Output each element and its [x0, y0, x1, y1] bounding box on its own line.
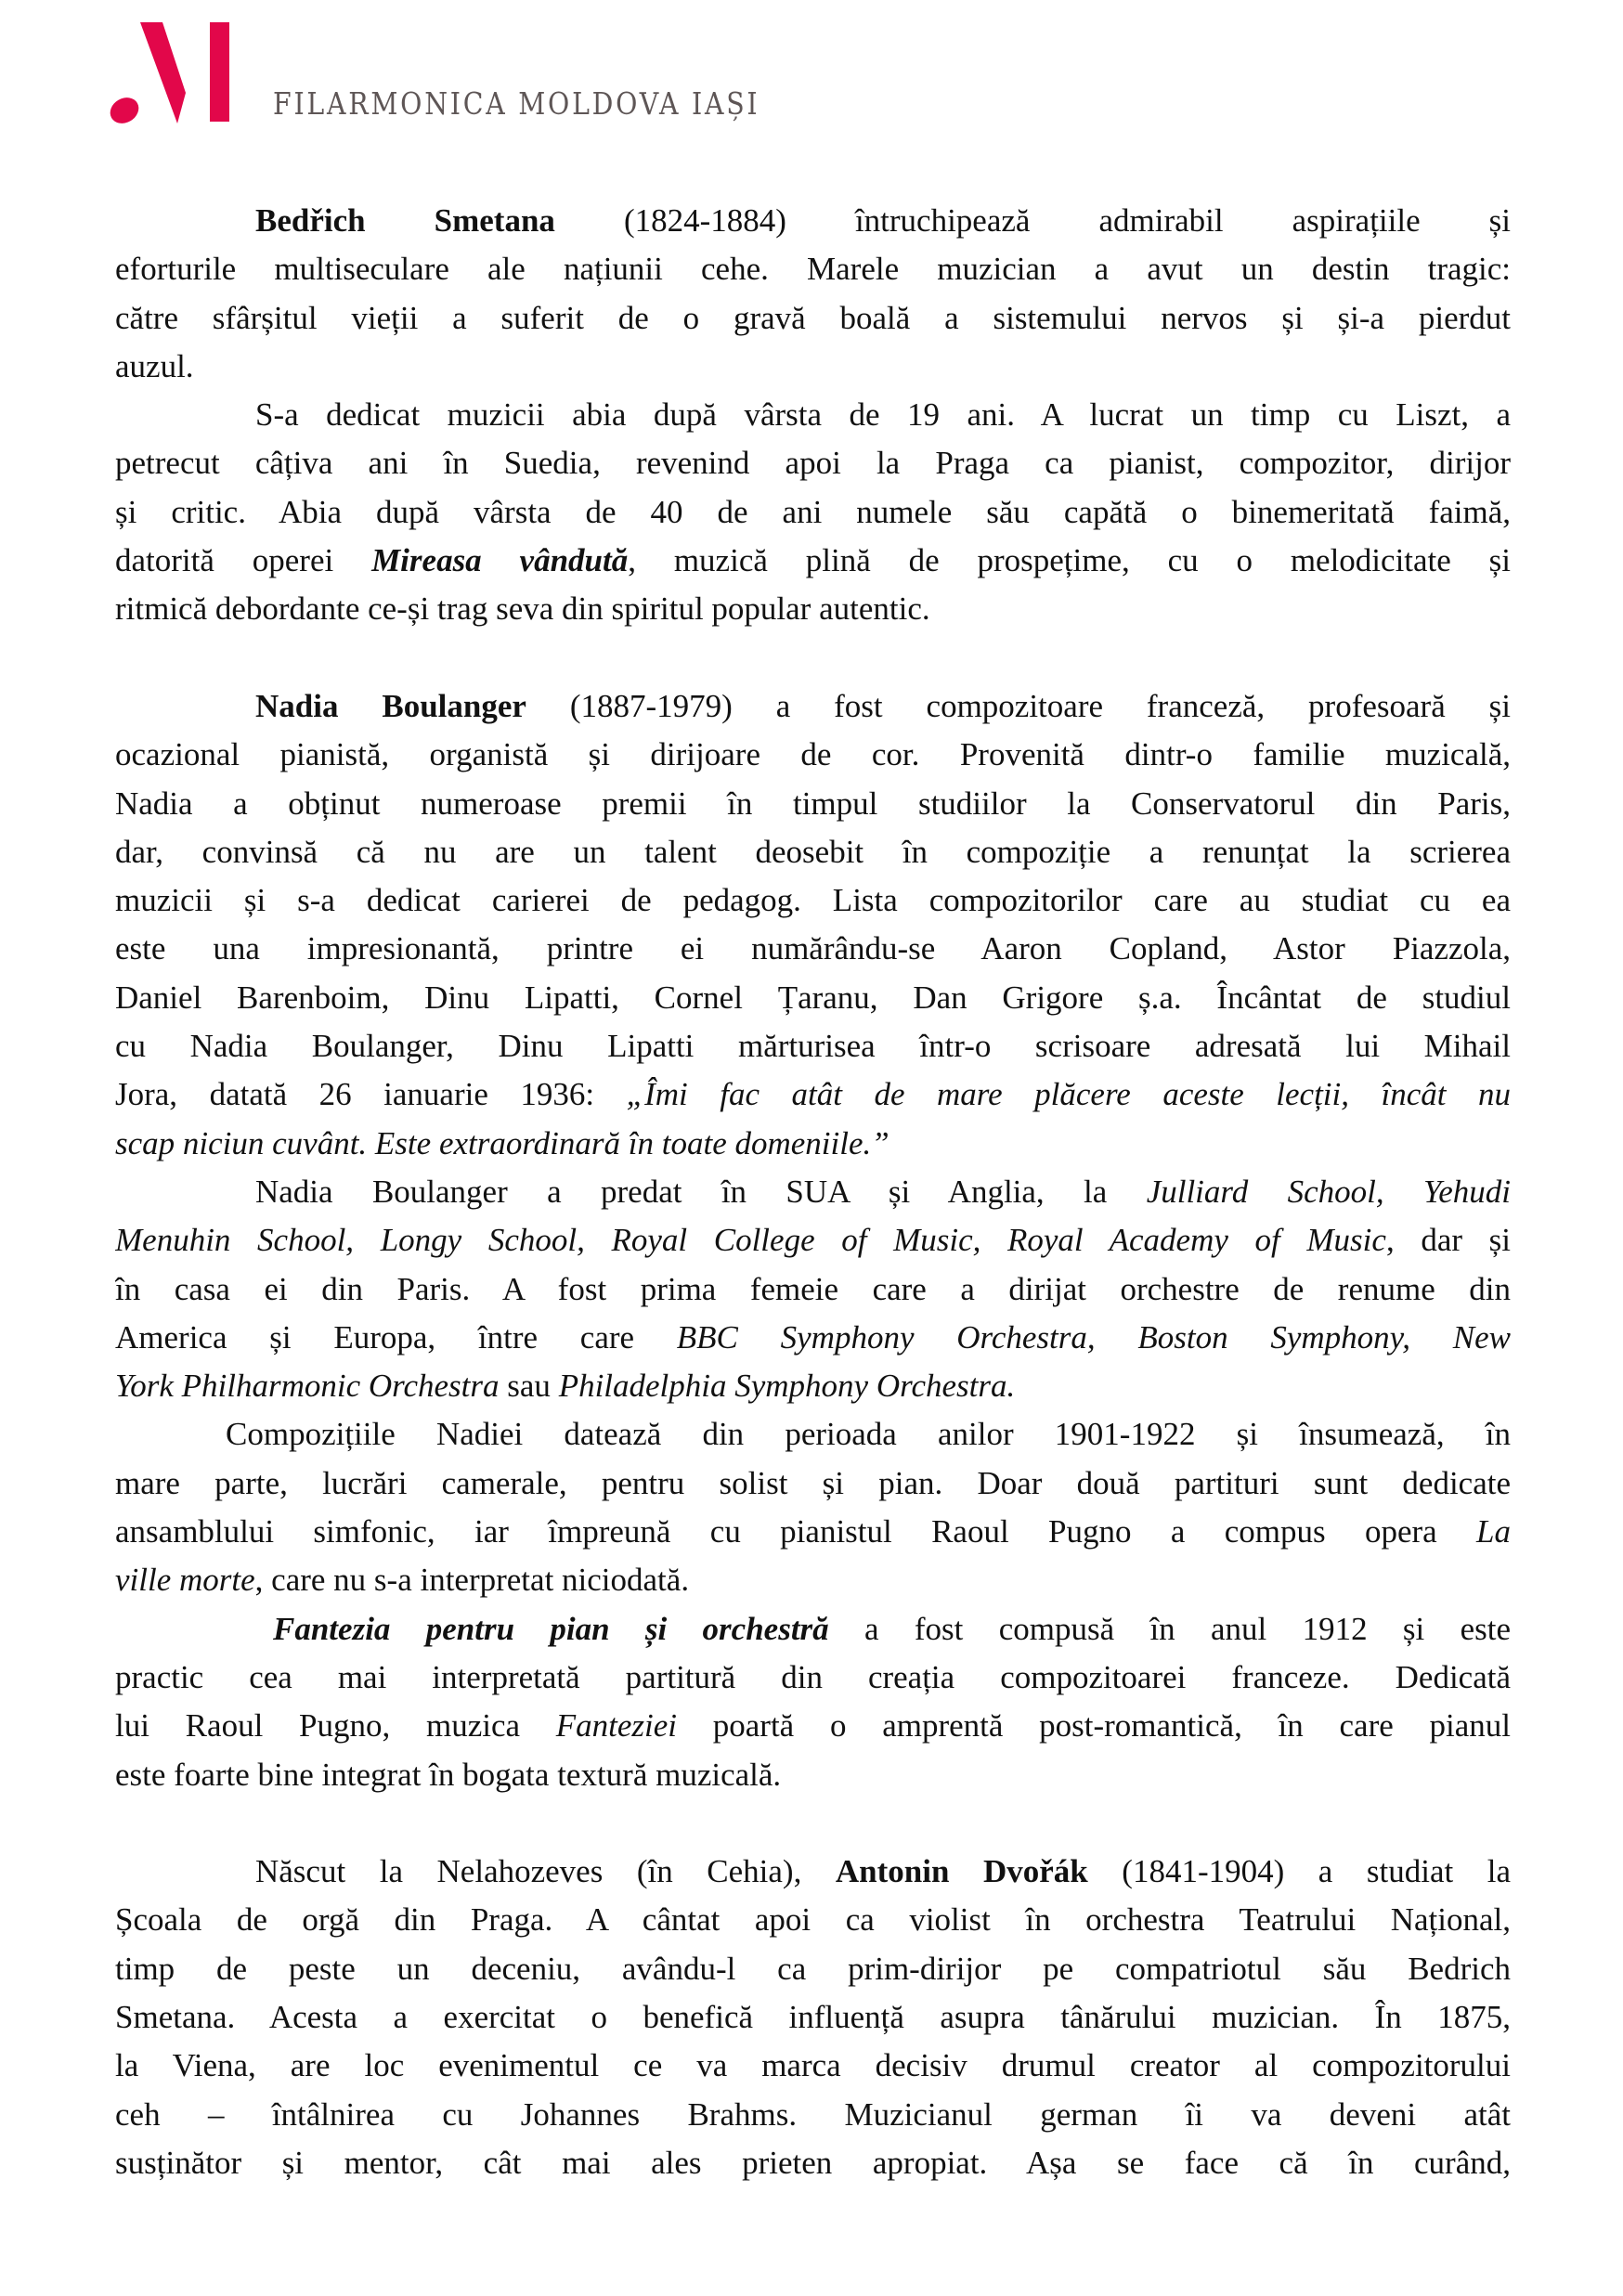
text-run: a fost compusă în anul 1912 și este — [828, 1610, 1511, 1647]
text-line — [115, 197, 1511, 245]
paragraph — [115, 682, 1511, 1168]
text-run: timp de peste un deceniu, avându-l ca prim-dirijor pe compatriotul său Bedrich — [115, 1950, 1511, 1987]
logo-dot — [110, 93, 143, 124]
text-run: Școala de orgă din Praga. A cântat apoi ca violist în orchestra Teatrului Național, — [115, 1901, 1511, 1939]
text-run: Născut la Nelahozeves (în Cehia), — [255, 1853, 836, 1890]
text-line — [115, 2139, 1511, 2187]
paragraph — [115, 391, 1511, 633]
text-run: cu Nadia Boulanger, Dinu Lipatti mărturisea într-o scrisoare adresată lui Mihail — [115, 1028, 1511, 1065]
paragraph — [115, 1410, 1511, 1604]
emphasis-text: scap niciun cuvânt. Este extraordinară în toate domeniile.” — [115, 1124, 889, 1161]
text-line — [115, 1070, 1511, 1119]
text-line — [115, 780, 1511, 828]
text-run: , dar și — [1385, 1222, 1511, 1259]
text-run: și critic. Abia după vârsta de 40 de ani numele său capătă o binemeritată faimă, — [115, 493, 1511, 530]
emphasis-text: York Philharmonic Orchestra — [115, 1368, 500, 1405]
text-run: (1824-1884) întruchipează admirabil aspirațiile și — [554, 202, 1511, 239]
paragraph — [115, 1605, 1511, 1799]
text-run: în casa ei din Paris. A fost prima femeie care a dirijat orchestre de renume din — [115, 1270, 1511, 1307]
paragraph-spacer — [115, 634, 1511, 682]
organization-name: FILARMONICA MOLDOVA IAȘI — [273, 85, 760, 122]
text-line — [115, 925, 1511, 973]
text-line — [115, 1410, 1511, 1459]
emphasis-text: „Îmi fac atât de mare plăcere aceste lecții, încât nu — [626, 1076, 1511, 1113]
emphasis-text: Bedřich Smetana — [255, 202, 555, 239]
logo-slant-stroke — [140, 22, 186, 123]
emphasis-text: Fantezia pentru pian și orchestră — [273, 1610, 829, 1647]
text-run: Jora, datată 26 ianuarie 1936: — [115, 1076, 627, 1113]
text-run: datorită operei — [115, 542, 372, 579]
text-line — [115, 245, 1511, 293]
text-run: muzicii și s-a dedicat carierei de pedagog. Lista compozitorilor care au studiat cu ea — [115, 882, 1511, 919]
text-run: Smetana. Acesta a exercitat o benefică influență asupra tânărului muzician. În 1875, — [115, 1998, 1511, 2035]
text-run: la Viena, are loc evenimentul ce va marca decisiv drumul creator al compozitorului — [115, 2047, 1511, 2084]
text-line — [115, 2091, 1511, 2139]
text-line — [115, 1508, 1511, 1556]
emphasis-text: Menuhin School, Longy School, Royal College of Music, Royal Academy of Music — [115, 1222, 1386, 1259]
text-line — [115, 488, 1511, 537]
emphasis-text: Mireasa vândută — [371, 542, 629, 579]
text-run: ceh – întâlnirea cu Johannes Brahms. Muzicianul german îi va deveni atât — [115, 2095, 1511, 2133]
text-run: ansamblului simfonic, iar împreună cu pianistul Raoul Pugno a compus opera — [115, 1513, 1477, 1550]
text-run: petrecut câțiva ani în Suedia, revenind apoi la Praga ca pianist, compozitor, dirijor — [115, 445, 1511, 482]
text-line — [115, 1605, 1511, 1654]
emphasis-text: Philadelphia Symphony Orchestra. — [558, 1368, 1016, 1405]
text-run: sau — [499, 1368, 559, 1405]
paragraph-spacer — [115, 1799, 1511, 1848]
paragraph — [115, 197, 1511, 391]
text-line — [115, 876, 1511, 925]
document-body — [115, 197, 1511, 2187]
text-line — [115, 343, 1511, 391]
paragraph — [115, 1848, 1511, 2187]
text-line — [115, 439, 1511, 487]
text-run: auzul. — [115, 347, 194, 384]
text-run: Daniel Barenboim, Dinu Lipatti, Cornel Țaranu, Dan Grigore ș.a. Încântat de studiul — [115, 979, 1511, 1016]
text-run: poartă o amprentă post-romantică, în care pianul — [677, 1707, 1511, 1745]
text-run: Nadia Boulanger a predat în SUA și Anglia, la — [255, 1173, 1147, 1210]
text-run: (1841-1904) a studiat la — [1087, 1853, 1511, 1890]
text-line — [115, 1702, 1511, 1750]
emphasis-text: ville morte — [115, 1562, 255, 1599]
emphasis-text: Fanteziei — [555, 1707, 678, 1745]
text-run: lui Raoul Pugno, muzica — [115, 1707, 556, 1745]
text-line — [115, 1459, 1511, 1508]
text-line — [115, 2042, 1511, 2090]
emphasis-text: Nadia Boulanger — [255, 687, 526, 724]
text-line — [115, 1993, 1511, 2042]
text-line — [115, 731, 1511, 779]
text-line — [115, 1120, 1511, 1168]
text-run: Nadia a obținut numeroase premii în timpul studiilor la Conservatorul din Paris, — [115, 785, 1511, 822]
text-line — [115, 1022, 1511, 1070]
text-line — [115, 537, 1511, 585]
text-line — [115, 974, 1511, 1022]
text-line — [115, 828, 1511, 876]
text-run: practic cea mai interpretată partitură din creația compozitoarei franceze. Dedicată — [115, 1658, 1511, 1695]
text-line — [115, 1265, 1511, 1314]
text-line — [115, 1556, 1511, 1604]
text-run: susținător și mentor, cât mai ales prieten apropiat. Așa se face că în curând, — [115, 2144, 1511, 2181]
text-run: ritmică debordante ce-și trag seva din spiritul popular autentic. — [115, 590, 930, 628]
text-line — [115, 1216, 1511, 1265]
text-run: (1887-1979) a fost compozitoare franceză, profesoară și — [526, 687, 1511, 724]
text-run: eforturile multiseculare ale națiunii cehe. Marele muzician a avut un destin tragic: — [115, 251, 1511, 288]
emphasis-text: La — [1476, 1513, 1511, 1550]
text-line — [115, 294, 1511, 343]
emphasis-text: Julliard School, Yehudi — [1146, 1173, 1511, 1210]
logo-bar — [210, 22, 229, 122]
text-run: , muzică plină de prospețime, cu o melodicitate și — [628, 542, 1511, 579]
text-line — [115, 1654, 1511, 1702]
text-run: ocazional pianistă, organistă și dirijoare de cor. Provenită dintr-o familie muzicală, — [115, 736, 1511, 773]
text-line — [115, 1896, 1511, 1944]
text-line — [115, 682, 1511, 731]
text-line — [115, 391, 1511, 439]
text-run: America și Europa, între care — [115, 1318, 677, 1356]
emphasis-text: BBC Symphony Orchestra, Boston Symphony, New — [676, 1318, 1511, 1356]
text-line — [115, 1945, 1511, 1993]
text-run: este foarte bine integrat în bogata textură muzicală. — [115, 1756, 782, 1793]
text-run: către sfârșitul vieții a suferit de o gravă boală a sistemului nervos și și-a pierdut — [115, 299, 1511, 336]
text-run: , care nu s-a interpretat niciodată. — [254, 1562, 690, 1599]
text-line — [115, 1168, 1511, 1216]
text-run: dar, convinsă că nu are un talent deosebit în compoziție a renunțat la scrierea — [115, 833, 1511, 870]
text-run: mare parte, lucrări camerale, pentru solist și pian. Doar două partituri sunt dedicate — [115, 1464, 1511, 1501]
paragraph — [115, 1168, 1511, 1410]
text-run: Compozițiile Nadiei datează din perioada anilor 1901-1922 și însumează, în — [226, 1416, 1511, 1453]
emphasis-text: Antonin Dvořák — [835, 1853, 1088, 1890]
text-run: S-a dedicat muzicii abia după vârsta de 19 ani. A lucrat un timp cu Liszt, a — [255, 396, 1511, 434]
text-line — [115, 1362, 1511, 1410]
text-line — [115, 1314, 1511, 1362]
filarmonica-logo-icon — [110, 22, 230, 124]
text-line — [115, 1848, 1511, 1896]
text-line — [115, 1751, 1511, 1799]
text-line — [115, 585, 1511, 633]
text-run: este una impresionantă, printre ei numărându-se Aaron Copland, Astor Piazzola, — [115, 930, 1511, 967]
